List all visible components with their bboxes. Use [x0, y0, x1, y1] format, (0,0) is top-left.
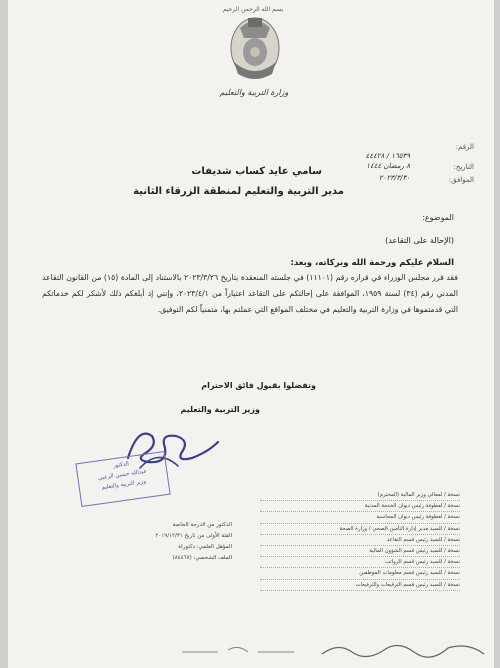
- copy-item: نسخة / للسيد رئيس قسم معلومات الموظفين: [260, 568, 460, 579]
- ref-value: ١٦٥٣٩ / ٤٤٤٢٨: [365, 152, 410, 160]
- copies-list: [260, 490, 460, 591]
- stamp-line-1: الدكتور: [112, 461, 130, 470]
- corresponding-value: ٢٠٢٣/٣/٣٠: [378, 174, 410, 182]
- subject-text: (الإحالة على التقاعد): [385, 236, 454, 245]
- minister-title: وزير التربية والتعليم: [180, 405, 260, 414]
- footer-marks: [178, 640, 298, 660]
- date-value: ٨ رمضان ١٤٤٤: [366, 162, 410, 170]
- copy-item: نسخة / للسيد رئيس قسم الرواتب: [260, 557, 460, 568]
- stamp-line-2: عبدالله حسين الزعبي: [97, 468, 148, 482]
- signer-line: المؤهل العلمي: دكتوراة: [178, 544, 232, 550]
- body-paragraph: فقد قرر مجلس الوزراء في قراره رقم (١١١٠١) في جلسته المنعقدة بتاريخ ٢٠٢٣/٣/٢٦ بالاستناد إلى المادة (١٥) من القانون التقاعد المدني رقم (٣٤) لسنة ١٩٥٩، الموافقة على إحالتكم على التقاعد اعتباراً من ٢٠٢٣/٤/١، وإنني إذ أبلغكم ذلك لأشكر لكم خدماتكم التي قدمتموها في وزارة التربية والتعليم في مختلف المواقع التي عملتم بها، متمنياً لكم التوفيق.: [42, 273, 458, 314]
- copy-item: نسخة / للسيد رئيس قسم التقاعد: [260, 535, 460, 546]
- copy-item: نسخة / للسيد رئيس قسم الشؤون المالية: [260, 546, 460, 557]
- basmala: بسم الله الرحمن الرحيم: [222, 6, 284, 13]
- signer-line: الفئة الأولى من تاريخ ٢٠١٩/١٢/٣١: [155, 533, 232, 539]
- document-page: [8, 0, 494, 668]
- subject-label: الموضوع:: [422, 213, 454, 222]
- greeting: السلام عليكم ورحمة الله وبركاته، وبعد:: [290, 258, 454, 268]
- addressee-name: سامي عايد كساب شديفات: [191, 166, 322, 177]
- jordan-crest-logo: [226, 8, 284, 84]
- official-stamp: [75, 451, 170, 507]
- footer-scribble: [318, 636, 488, 664]
- copy-item: نسخة / لعطوفة رئيس ديوان المحاسبة: [260, 512, 460, 523]
- copy-item: نسخة / لمعالي وزير المالية (المحترم): [260, 490, 460, 501]
- ministry-name: وزارة التربية والتعليم: [219, 88, 289, 97]
- date-label: التاريخ:: [453, 163, 474, 171]
- copy-item: نسخة / للسيد مدير إدارة التأمين الصحي / وزارة الصحة: [260, 524, 460, 535]
- signer-line: الملف الشخصي: (٨٤٤٦٧): [172, 555, 232, 561]
- corresponding-label: الموافق:: [448, 176, 474, 184]
- copy-item: نسخة / للسيد رئيس قسم الترقيعات والترفيعات: [260, 580, 460, 591]
- ref-label: الرقم:: [455, 143, 474, 151]
- signer-line: الدكتور من الدرجة الخاصة: [172, 522, 232, 528]
- copy-item: نسخة / لعطوفة رئيس ديوان الخدمة المدنية: [260, 501, 460, 512]
- addressee-title: مدير التربية والتعليم لمنطقة الزرقاء الثانية: [133, 186, 344, 197]
- signer-info: [112, 520, 232, 564]
- closing-line: وتفضلوا بقبول فائق الاحترام: [201, 381, 316, 390]
- stamp-line-3: وزير التربية والتعليم: [101, 478, 147, 492]
